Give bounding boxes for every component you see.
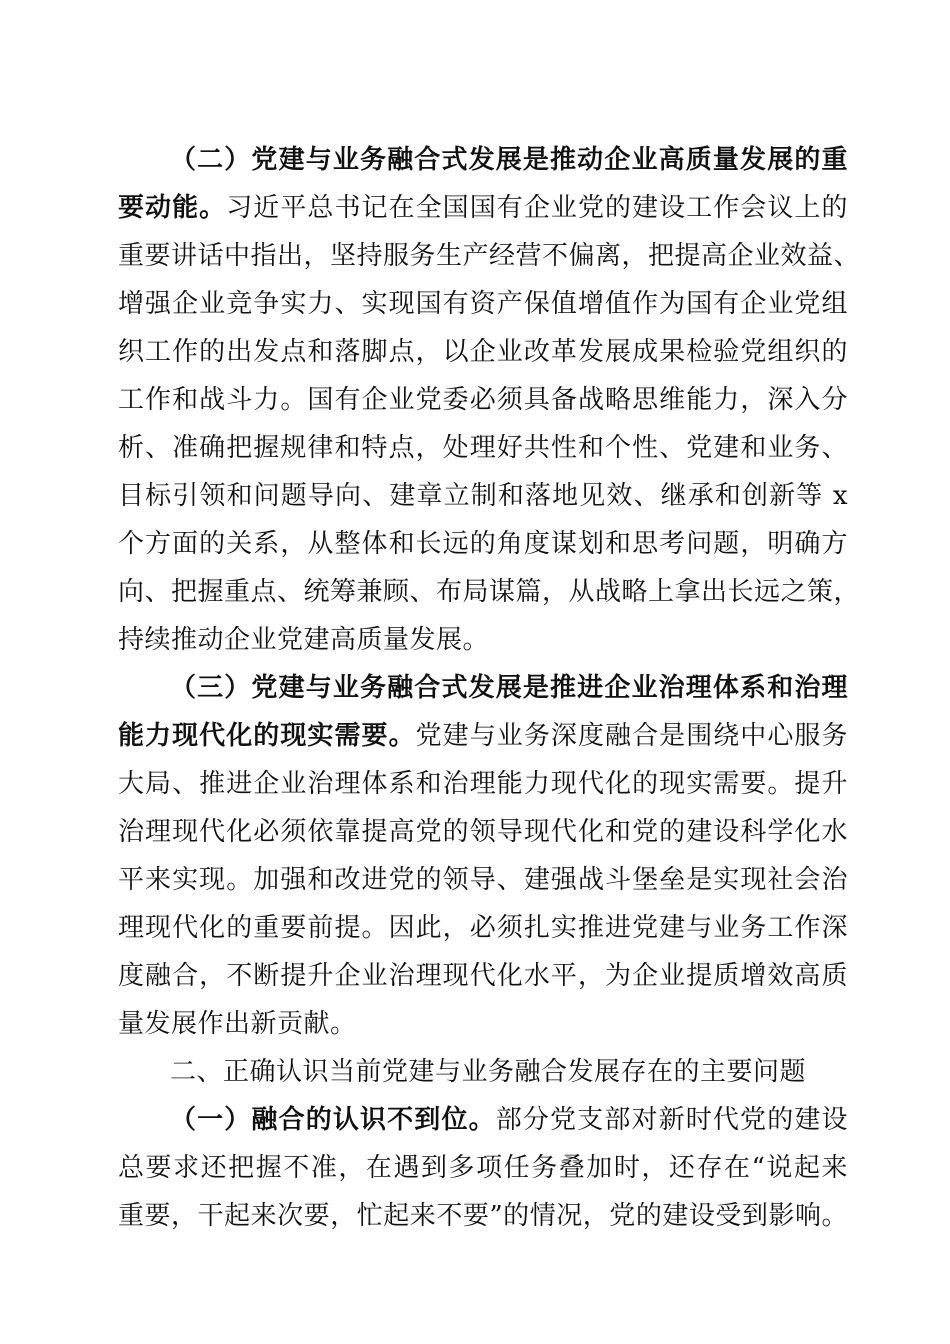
paragraph-line (118, 810, 848, 854)
body-text: 量发展作出新贡献。 (118, 1009, 357, 1039)
body-text: 织工作的出发点和落脚点，以企业改革发展成果检验党组织的 (118, 337, 848, 367)
paragraph-line (118, 762, 848, 806)
body-text: 部分党支部对新时代党的建设 (495, 1105, 848, 1135)
paragraph-line (118, 474, 848, 518)
paragraph-line (118, 1146, 848, 1190)
body-text: 个方面的关系，从整体和长远的角度谋划和思考问题，明确方 (118, 529, 848, 559)
paragraph-line (118, 1002, 848, 1046)
paragraph-line (170, 1098, 848, 1142)
paragraph-line (118, 522, 848, 566)
paragraph-line (118, 570, 861, 614)
body-text: 工作和战斗力。国有企业党委必须具备战略思维能力，深入分 (118, 385, 848, 415)
body-text: 理现代化的重要前提。因此，必须扎实推进党建与业务工作深 (118, 913, 848, 943)
section-heading-bold: （一）融合的认识不到位。 (170, 1105, 496, 1135)
body-text: 大局、推进企业治理体系和治理能力现代化的现实需要。提升 (118, 769, 848, 799)
body-text: 析、准确把握规律和特点，处理好共性和个性、党建和业务、 (118, 433, 848, 463)
paragraph-line (118, 954, 848, 998)
body-text: 重要，干起来次要，忙起来不要”的情况，党的建设受到影响。 (118, 1201, 848, 1231)
body-text: 目标引领和问题导向、建章立制和落地见效、继承和创新等 x (118, 481, 848, 511)
paragraph-line (118, 858, 848, 902)
section-heading-bold: 能力现代化的现实需要。 (118, 721, 416, 751)
body-text: 持续推动企业党建高质量发展。 (118, 625, 490, 655)
paragraph-line (118, 906, 848, 950)
body-text: 治理现代化必须依靠提高党的领导现代化和党的建设科学化水 (118, 817, 848, 847)
paragraph-line (118, 426, 848, 470)
body-text: 重要讲话中指出，坚持服务生产经营不偏离，把提高企业效益、 (118, 241, 861, 271)
section-heading-bold: （三）党建与业务融合式发展是推进企业治理体系和治理 (170, 673, 848, 703)
body-text: 向、把握重点、统筹兼顾、布局谋篇，从战略上拿出长远之策， (118, 577, 861, 607)
body-text: 党建与业务深度融合是围绕中心服务 (415, 721, 848, 751)
paragraph-line (118, 330, 848, 374)
paragraph-line (118, 618, 848, 662)
paragraph-line (118, 186, 848, 230)
paragraph-line (118, 1194, 848, 1238)
paragraph-line (118, 378, 848, 422)
body-text: 增强企业竞争实力、实现国有资产保值增值作为国有企业党组 (118, 289, 848, 319)
chapter-heading-text: 二、正确认识当前党建与业务融合发展存在的主要问题 (170, 1057, 807, 1087)
chapter-heading (170, 1050, 806, 1094)
paragraph-line (170, 138, 848, 182)
body-text: 习近平总书记在全国国有企业党的建设工作会议上的 (226, 193, 848, 223)
section-heading-bold: （二）党建与业务融合式发展是推动企业高质量发展的重 (170, 145, 848, 175)
paragraph-line (170, 666, 848, 710)
body-text: 度融合，不断提升企业治理现代化水平，为企业提质增效高质 (118, 961, 848, 991)
paragraph-line (118, 234, 861, 278)
paragraph-line (118, 714, 848, 758)
section-heading-bold: 要动能。 (118, 193, 227, 223)
body-text: 平来实现。加强和改进党的领导、建强战斗堡垒是实现社会治 (118, 865, 848, 895)
paragraph-line (118, 282, 848, 326)
body-text: 总要求还把握不准，在遇到多项任务叠加时，还存在“说起来 (118, 1153, 848, 1183)
